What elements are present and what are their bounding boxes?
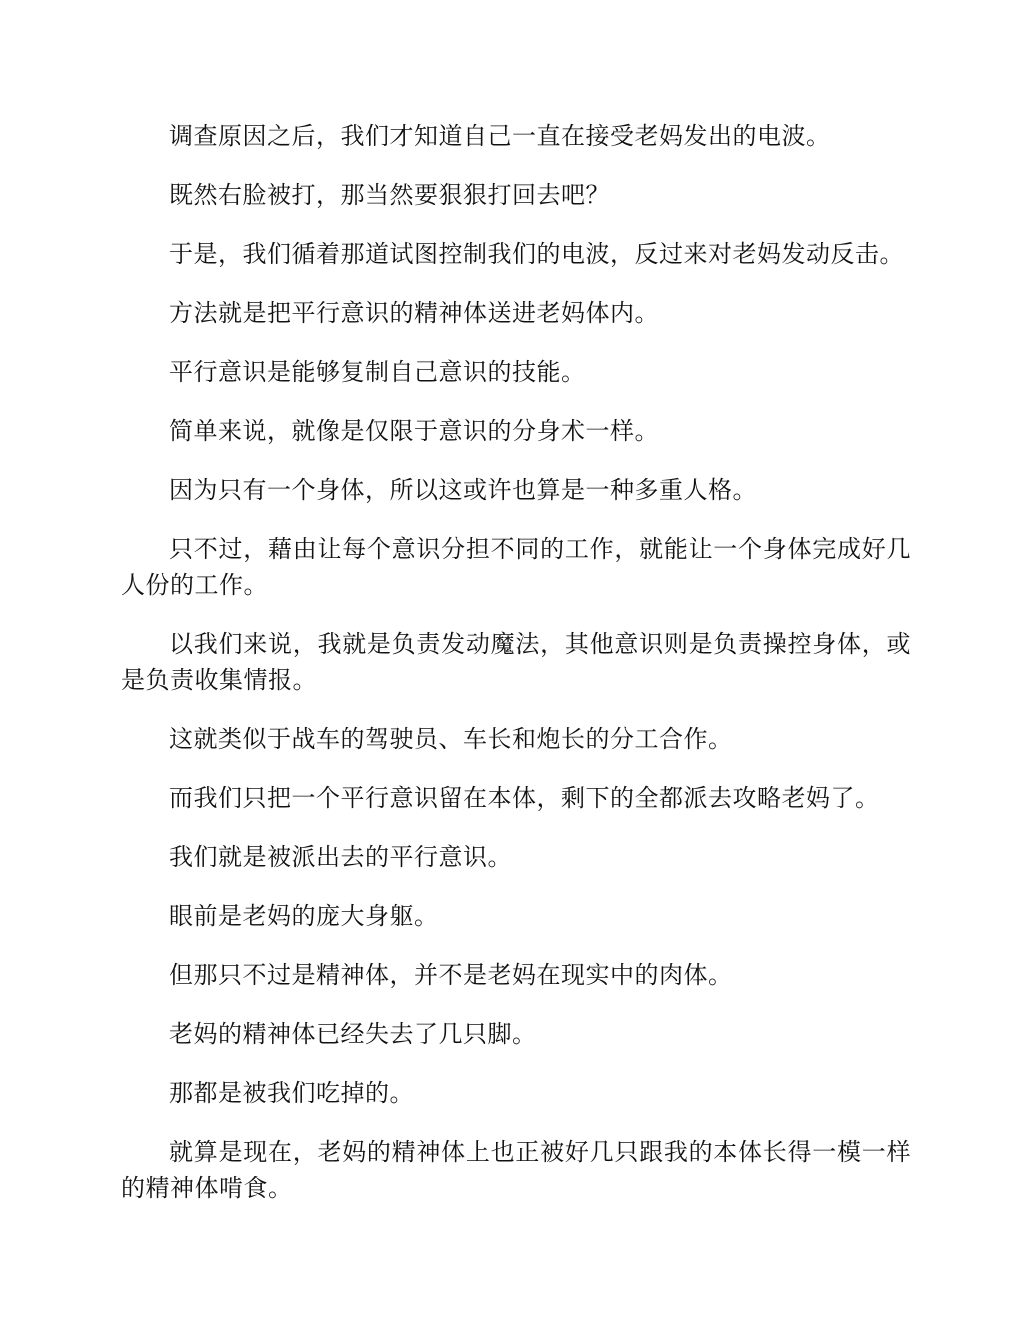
paragraph: 我们就是被派出去的平行意识。	[169, 843, 512, 871]
paragraph: 因为只有一个身体，所以这或许也算是一种多重人格。	[169, 476, 757, 504]
paragraph: 眼前是老妈的庞大身躯。	[169, 902, 439, 930]
body-text	[121, 118, 911, 1229]
paragraph: 而我们只把一个平行意识留在本体，剩下的全都派去攻略老妈了。	[169, 784, 880, 812]
paragraph: 方法就是把平行意识的精神体送进老妈体内。	[169, 299, 659, 327]
paragraph: 调查原因之后，我们才知道自己一直在接受老妈发出的电波。	[169, 122, 831, 150]
paragraph: 就算是现在，老妈的精神体上也正被好几只跟我的本体长得一模一样的精神体啃食。	[121, 1138, 911, 1202]
paragraph: 那都是被我们吃掉的。	[169, 1079, 414, 1107]
paragraph: 既然右脸被打，那当然要狠狠打回去吧？	[169, 181, 610, 209]
paragraph: 于是，我们循着那道试图控制我们的电波，反过来对老妈发动反击。	[169, 240, 904, 268]
paragraph: 老妈的精神体已经失去了几只脚。	[169, 1020, 537, 1048]
paragraph: 简单来说，就像是仅限于意识的分身术一样。	[169, 417, 659, 445]
paragraph: 平行意识是能够复制自己意识的技能。	[169, 358, 586, 386]
paragraph: 以我们来说，我就是负责发动魔法，其他意识则是负责操控身体，或是负责收集情报。	[121, 630, 911, 694]
paragraph: 但那只不过是精神体，并不是老妈在现实中的肉体。	[169, 961, 733, 989]
paragraph: 只不过，藉由让每个意识分担不同的工作，就能让一个身体完成好几人份的工作。	[121, 535, 911, 599]
paragraph: 这就类似于战车的驾驶员、车长和炮长的分工合作。	[169, 725, 733, 753]
